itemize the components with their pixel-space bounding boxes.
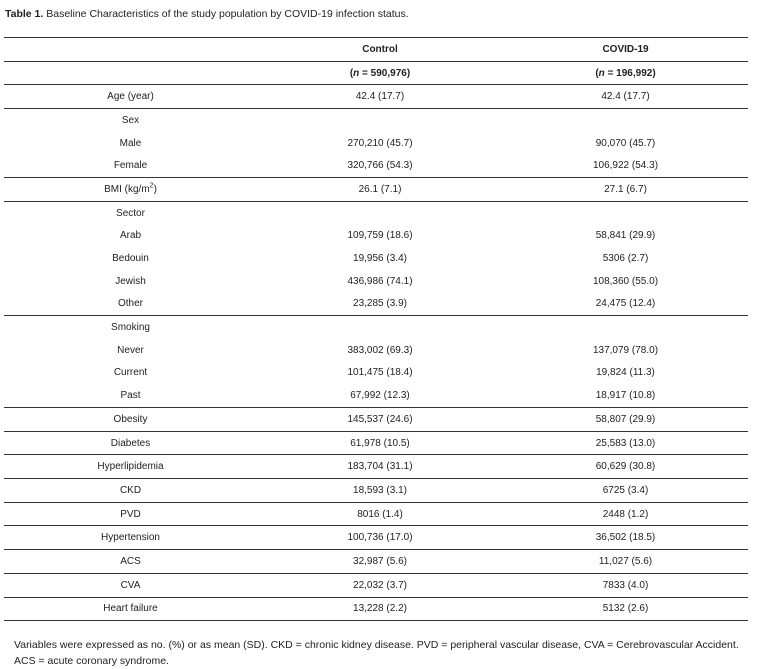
covid-value: 5132 (2.6) — [503, 597, 748, 621]
row-label: Sex — [4, 109, 257, 132]
control-value: 436,986 (74.1) — [347, 275, 413, 287]
table-row — [4, 431, 748, 455]
covid-value: 60,629 (30.8) — [503, 455, 748, 479]
row-label: CKD — [4, 479, 257, 503]
control-value: 19,956 (3.4) — [353, 253, 407, 265]
table-body — [4, 38, 748, 621]
caption-text: Baseline Characteristics of the study population by COVID-19 infection status. — [43, 8, 409, 20]
row-label: Bedouin — [112, 253, 149, 265]
covid-value: 19,824 (11.3) — [596, 367, 655, 379]
covid-value: 42.4 (17.7) — [503, 85, 748, 109]
control-value — [257, 201, 503, 224]
control-value: 320,766 (54.3) — [347, 160, 413, 172]
control-value: 8016 (1.4) — [257, 502, 503, 526]
covid-value: 24,475 (12.4) — [595, 298, 656, 310]
row-label: Arab — [119, 230, 142, 242]
row-label: Female — [113, 160, 148, 172]
row-label: CVA — [4, 573, 257, 597]
control-value: 26.1 (7.1) — [257, 178, 503, 202]
table-row — [4, 154, 748, 177]
row-label: ACS — [4, 550, 257, 574]
header-n-covid: (n = 196,992) — [503, 61, 748, 85]
control-value: 101,475 (18.4) — [347, 367, 413, 379]
row-label: Age (year) — [4, 85, 257, 109]
table-row — [4, 293, 748, 316]
header-covid: COVID-19 — [503, 38, 748, 62]
table-row — [4, 339, 748, 362]
table-row — [4, 550, 748, 574]
table-row — [4, 479, 748, 503]
table-row — [4, 178, 748, 202]
control-value: 18,593 (3.1) — [257, 479, 503, 503]
row-label: Male — [119, 137, 142, 149]
header-n-empty-cell — [4, 61, 257, 85]
n-symbol: n — [598, 67, 605, 79]
table-row — [4, 270, 748, 293]
baseline-characteristics-table — [4, 37, 748, 621]
row-label: Current — [113, 367, 148, 379]
n-covid-value: = 196,992) — [604, 67, 656, 79]
covid-value: 36,502 (18.5) — [503, 526, 748, 550]
row-label: Sector — [4, 201, 257, 224]
table-row — [4, 85, 748, 109]
table-row — [4, 384, 748, 407]
caption-label: Table 1. — [5, 8, 44, 20]
row-label: Obesity — [4, 408, 257, 432]
row-label: Other — [117, 298, 143, 310]
row-label: Past — [120, 390, 141, 402]
table-footnote: Variables were expressed as no. (%) or as mean (SD). CKD = chronic kidney disease. PVD = peripheral vascular disease, CVA = Cerebrovascular Accident. ACS = acute coronary syndrome. — [14, 639, 739, 667]
covid-value: 27.1 (6.7) — [503, 178, 748, 202]
header-n-control: (n = 590,976) — [257, 61, 503, 85]
control-value: 100,736 (17.0) — [257, 526, 503, 550]
covid-value: 11,027 (5.6) — [503, 550, 748, 574]
row-label-superscript: 2 — [149, 182, 154, 190]
table-row — [4, 225, 748, 248]
covid-value: 106,922 (54.3) — [592, 160, 659, 172]
control-value: 61,978 (10.5) — [257, 431, 503, 455]
covid-value — [503, 316, 748, 339]
control-value: 22,032 (3.7) — [257, 573, 503, 597]
covid-value: 90,070 (45.7) — [595, 137, 656, 149]
control-value — [257, 316, 503, 339]
table-row — [4, 408, 748, 432]
covid-value: 7833 (4.0) — [503, 573, 748, 597]
covid-value: 58,841 (29.9) — [595, 230, 656, 242]
control-value — [257, 109, 503, 132]
control-value: 383,002 (69.3) — [347, 344, 413, 356]
row-label — [4, 178, 257, 202]
header-empty-cell — [4, 38, 257, 62]
control-value: 13,228 (2.2) — [257, 597, 503, 621]
control-value: 67,992 (12.3) — [350, 390, 410, 402]
covid-value: 137,079 (78.0) — [592, 344, 659, 356]
n-symbol: n — [353, 67, 360, 79]
control-value: 23,285 (3.9) — [353, 298, 407, 310]
row-label: Diabetes — [4, 431, 257, 455]
covid-value — [503, 109, 748, 132]
row-label: Heart failure — [4, 597, 257, 621]
table-row — [4, 247, 748, 270]
covid-value: 6725 (3.4) — [503, 479, 748, 503]
covid-value: 108,360 (55.0) — [592, 275, 659, 287]
table-row — [4, 573, 748, 597]
control-value: 32,987 (5.6) — [257, 550, 503, 574]
control-value: 270,210 (45.7) — [347, 137, 413, 149]
table-caption — [5, 8, 409, 20]
row-label: Hyperlipidemia — [4, 455, 257, 479]
row-label-text: BMI (kg/m — [104, 183, 150, 195]
covid-value — [503, 201, 748, 224]
row-label: PVD — [4, 502, 257, 526]
covid-value: 2448 (1.2) — [503, 502, 748, 526]
row-label-end: ) — [153, 183, 157, 195]
covid-value: 25,583 (13.0) — [503, 431, 748, 455]
table-row — [4, 362, 748, 385]
table-row — [4, 597, 748, 621]
row-label: Jewish — [115, 275, 146, 287]
row-label: Hypertension — [4, 526, 257, 550]
table-row — [4, 455, 748, 479]
control-value: 42.4 (17.7) — [257, 85, 503, 109]
control-value: 183,704 (31.1) — [257, 455, 503, 479]
row-label: Never — [117, 344, 144, 356]
table-row — [4, 526, 748, 550]
table-row — [4, 316, 748, 339]
n-control-value: = 590,976) — [359, 67, 411, 79]
covid-value: 5306 (2.7) — [602, 253, 649, 265]
table-row — [4, 201, 748, 224]
row-label: Smoking — [4, 316, 257, 339]
control-value: 145,537 (24.6) — [257, 408, 503, 432]
header-control: Control — [257, 38, 503, 62]
covid-value: 18,917 (10.8) — [595, 390, 656, 402]
table-row — [4, 132, 748, 155]
header-row — [4, 38, 748, 62]
header-n-row — [4, 61, 748, 85]
table-row — [4, 109, 748, 132]
covid-value: 58,807 (29.9) — [503, 408, 748, 432]
table-row — [4, 502, 748, 526]
control-value: 109,759 (18.6) — [347, 230, 413, 242]
